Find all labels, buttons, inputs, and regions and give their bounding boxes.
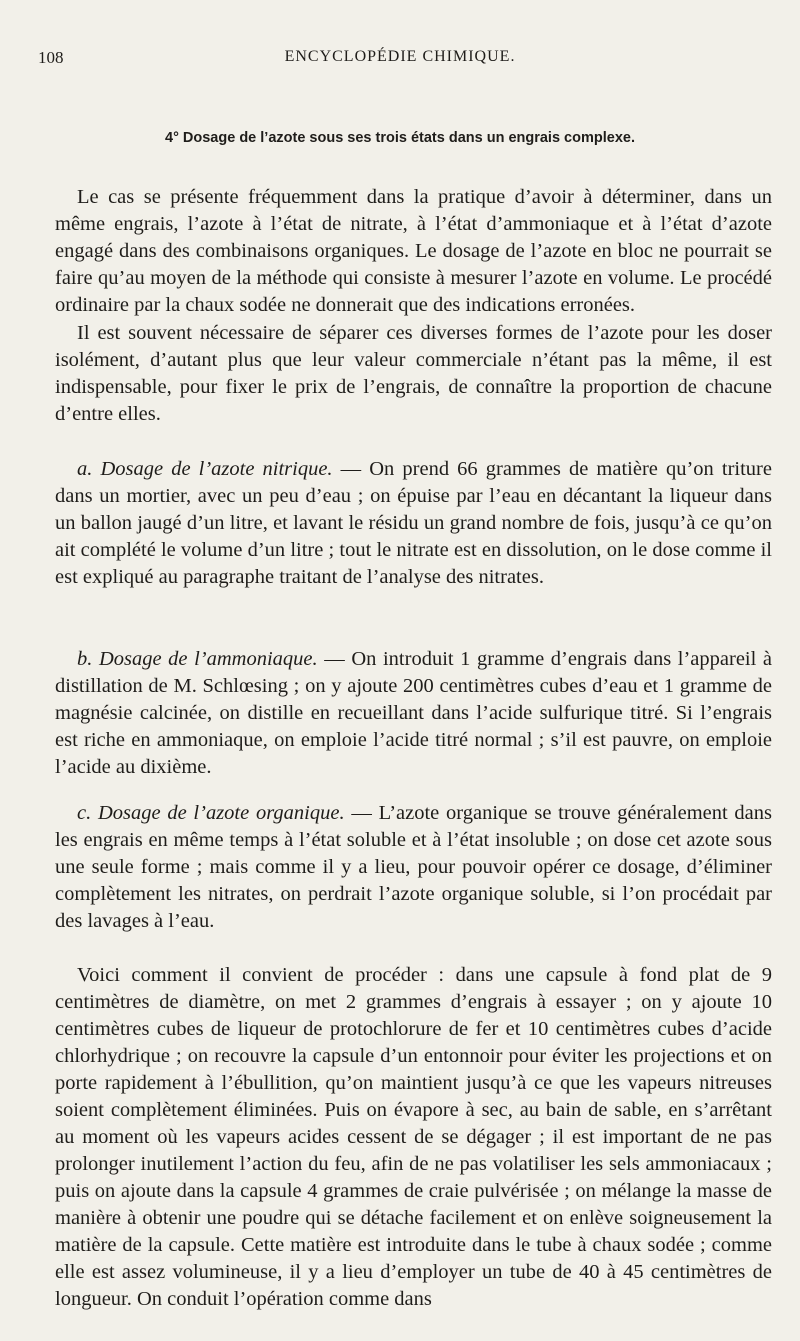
subsection-heading-organic: c. Dosage de l’azote organique. bbox=[77, 802, 345, 824]
running-title: ENCYCLOPÉDIE CHIMIQUE. bbox=[284, 48, 516, 65]
page-header bbox=[38, 48, 762, 74]
section-title: 4° Dosage de l’azote sous ses trois états dans un engrais complexe. bbox=[165, 130, 635, 146]
paragraph-intro: Le cas se présente fréquemment dans la pratique d’avoir à déterminer, dans un même engrais, l’azote à l’état de nitrate, à l’état d’ammoniaque et à l’état d’azote engagé dans des combinaisons organiques. Le dosage de l’azote en bloc ne pourrait se faire qu’au moyen de la méthode qui consiste à mesurer l’azote en volume. Le procédé ordinaire par la chaux sodée ne donnerait que des indications erronées. bbox=[55, 186, 772, 316]
paragraph-nitric-nitrogen bbox=[55, 456, 772, 591]
page-number: 108 bbox=[38, 48, 64, 67]
paragraph-body-ammonia: — On introduit 1 gramme d’engrais dans l’appareil à distillation de M. Schlœsing ; on y ajoute 200 centimètres cubes d’eau et 1 gramme de magnésie calcinée, on distille en recueillant dans l’acide sulfurique titré. Si l’engrais est riche en ammoniaque, on emploie l’acide titré normal ; s’il est pauvre, on emploie l’acide au dixième. bbox=[55, 648, 772, 778]
paragraph-body-organic: — L’azote organique se trouve généralement dans les engrais en même temps à l’état soluble et à l’état insoluble ; on dose cet azote sous une seule forme ; mais comme il y a lieu, pour pouvoir opérer ce dosage, d’éliminer complètement les nitrates, on perdrait l’azote organique soluble, si l’on procédait par des lavages à l’eau. bbox=[55, 802, 772, 932]
subsection-heading-ammonia: b. Dosage de l’ammoniaque. bbox=[77, 648, 318, 670]
subsection-heading-nitric: a. Dosage de l’azote nitrique. bbox=[77, 458, 333, 480]
paragraph-procedure: Voici comment il convient de procéder : dans une capsule à fond plat de 9 centimètres de diamètre, on met 2 grammes d’engrais à essayer ; on y ajoute 10 centimètres cubes de liqueur de protochlorure de fer et 10 centimètres cubes d’acide chlorhydrique ; on recouvre la capsule d’un entonnoir pour éviter les projections et on porte rapidement à l’ébullition, qu’on maintient jusqu’à ce que les vapeurs nitreuses soient complètement éliminées. Puis on évapore à sec, au bain de sable, en s’arrêtant au moment où les vapeurs acides cessent de se dégager ; il est important de ne pas prolonger inutilement l’action du feu, afin de ne pas volatiliser les sels ammoniacaux ; puis on ajoute dans la capsule 4 grammes de craie pulvérisée ; on mélange la masse de manière à obtenir une poudre qui se détache facilement et on enlève soigneusement la matière de la capsule. Cette matière est introduite dans le tube à chaux sodée ; comme elle est assez volumineuse, il y a lieu d’employer un tube de 40 à 45 centimètres de longueur. On conduit l’opération comme dans bbox=[55, 964, 772, 1310]
paragraph-ammonia bbox=[55, 646, 772, 781]
paragraph-organic-nitrogen bbox=[55, 800, 772, 935]
paragraph-body-nitric: — On prend 66 grammes de matière qu’on triture dans un mortier, avec un peu d’eau ; on épuise par l’eau en décantant la liqueur dans un ballon jaugé d’un litre, et lavant le résidu un grand nombre de fois, jusqu’à ce qu’on ait complété le volume d’un litre ; tout le nitrate est en dissolution, on le dose comme il est expliqué au paragraphe traitant de l’analyse des nitrates. bbox=[55, 458, 772, 588]
paragraph-separation: Il est souvent nécessaire de séparer ces diverses formes de l’azote pour les doser isolément, d’autant plus que leur valeur commerciale n’étant pas la même, il est indispensable, pour fixer le prix de l’engrais, de connaître la proportion de chacune d’entre elles. bbox=[55, 322, 772, 425]
